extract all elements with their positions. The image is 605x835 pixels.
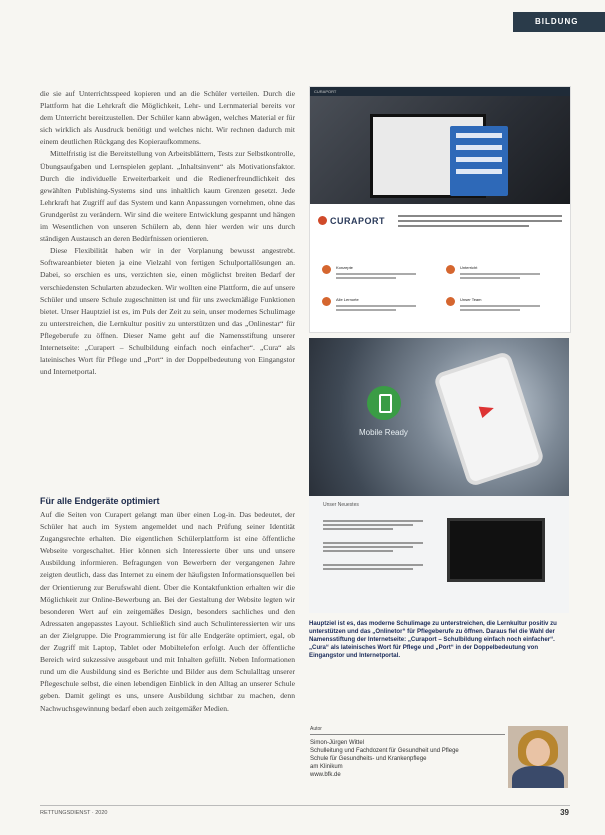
feature-item <box>322 265 432 293</box>
feature-label: Unterricht <box>460 265 478 270</box>
feature-icon <box>446 297 455 306</box>
tablet-image <box>447 518 545 582</box>
author-line: am Klinikum <box>310 764 343 770</box>
news-section <box>309 496 569 613</box>
login-panel <box>450 126 508 196</box>
mobile-ready-label: Mobile Ready <box>359 428 408 437</box>
paragraph: Mittelfristig ist die Bereitstellung von Arbeitsblättern, Tests zur Selbstkontrolle, Übungsaufgaben und Lernspielen geplant. „Inhaltsinvent“ als Motivationsfaktor. Durch die individuelle Erweiterbarkeit und die Redienerfreundlichkeit des gewählten Publishing-Systems sind uns inhaltlich kaum Grenzen gesetzt. Jede Lehrkraft hat Zugriff auf das System und kann Anpassungen vornehmen, ohne das Grundgerüst zu verändern. Wir sind die weitere Entwicklung gespannt und hängen im Wesentlichen von unseren Schülern ab, denn hier werden wir uns durch ständigen Austausch an deren Bedürfnissen orientieren. <box>40 149 295 244</box>
article-column-bottom <box>40 509 295 715</box>
feature-label: Unser Team <box>460 297 482 302</box>
author-line: Schule für Gesundheits- und Krankenpflege <box>310 756 427 762</box>
news-title: Unser Neuestes <box>323 502 359 508</box>
author-line: Schulleitung und Fachdozent für Gesundheit und Pflege <box>310 748 459 754</box>
author-divider <box>310 734 505 735</box>
section-heading: Für alle Endgeräte optimiert <box>40 496 160 506</box>
smartphone <box>433 351 546 488</box>
feature-label: Konzepte <box>336 265 353 270</box>
figure-caption: Hauptziel ist es, das moderne Schulimage zu unterstreichen, die Lernkultur positiv zu unterstützen und das „Onlinetor“ für Pflegeberufe zu öffnen. Daraus fiel die Wahl der Namensstiftung der Internetseite: „Curaport – Schulbildung einfach noch einfacher“. „Cura“ als lateinisches Wort für Pflege und „Port“ in der Doppelbedeutung von Eingangstor und Internetportal. <box>309 620 557 659</box>
feature-item <box>322 297 432 325</box>
article-column-top <box>40 88 295 378</box>
footer-publication: RETTUNGSDIENST · 2020 <box>40 810 108 816</box>
laptop-photo <box>310 96 570 204</box>
paragraph: Auf die Seiten von Curapert gelangt man über einen Log-in. Das bedeutet, der Schüler hat auch im System angemeldet und nach Prüfung seiner Identität Zugangsrechte erhalten. Die eigentlichen Schülerplattform ist eine öffentliche Webseite vorgeschaltet. Hier können sich Interessierte über uns und unsere Ausbildung informieren. Befragungen von Bewerbern der vergangenen Jahre zeigten deutlich, dass das Internet zu einem der häufigsten Informationsquellen bei der Orientierung zur Berufswahl dient. Über die Kontaktfunktion erhalten wir die Möglichkeit zur Online-Bewerbung an. Bei der Gestaltung der Website legten wir besonderen Wert auf ein zeitgemäßes Design, besonders sachliches und den Adressaten angepasstes Layout. Schließlich sind auch Schulinteressierten wir uns an der Zielgruppe. Die Programmierung ist für alle Endgeräte optimiert, egal, ob der Zugriff mit Laptop, Tablet oder Mobiltelefon erfolgt. Auch der öffentliche Bereich wird sukzessive ausgebaut und mit Inhalten gefüllt. Neben Informationen rund um die Ausbildung sind es Berichte und Bilder aus dem Schulalltag unserer Pflegeschule selbst, die einen lebendigen Einblick in den Alltag an unserer Schule geben. Damit gelingt es uns, unsere Ausbildung sichtbar zu machen, denn Nachwuchsgewinnung bedarf eben auch zeitgemäßer Medien. <box>40 510 295 713</box>
feature-icon <box>322 297 331 306</box>
paragraph: die sie auf Unterrichtsspeed kopieren und an die Schüler verteilen. Durch die Plattform hat die Lehrkraft die Möglichkeit, Lehr- und Lernmaterial bereits vor dem Unterricht bereitzustellen. Der Schüler kann abwägen, welches Material er für sich wirklich als Ausdruck benötigt und welches nicht. Wir rechnen dadurch mit einem deutlichen Rückgang des Kopieraufkommens. <box>40 89 295 147</box>
website-screenshot <box>309 86 571 333</box>
phone-photo <box>309 338 569 496</box>
feature-icon <box>446 265 455 274</box>
feature-icon <box>322 265 331 274</box>
mobile-screenshot <box>309 338 569 613</box>
author-name: Simon-Jürgen Wittel <box>310 740 365 746</box>
section-tag: BILDUNG <box>513 12 605 32</box>
feature-item <box>446 265 556 293</box>
footer-divider <box>40 805 570 806</box>
feature-label: Alle Lernorte <box>336 297 359 302</box>
mobile-icon <box>367 386 401 420</box>
page-number: 39 <box>560 808 569 817</box>
logo-row <box>318 210 562 250</box>
feature-item <box>446 297 556 325</box>
author-website: www.bfk.de <box>310 772 341 778</box>
curaport-logo: CURAPORT <box>318 216 385 226</box>
author-portrait <box>508 726 568 788</box>
author-block <box>310 739 500 779</box>
intro-text <box>398 212 562 230</box>
paragraph: Diese Flexibilität haben wir in der Vorplanung bewusst angestrebt. Softwareanbieter bieten ja eine Vielzahl von fertigen Schulportallösungen an. Dabei, so erschien es uns, verzichten sie, einen möglichst breiten Bedarf der verschiedensten Schularten abzudecken. Wir wollten eine Plattform, die auf unsere Schüler und unsere Schule zugeschnitten ist und für uns zweckmäßige Funktionen bietet. Unser Hauptziel ist es, im Puls der Zeit zu sein, unser modernes Schulimage zu unterstreichen, die Lernkultur positiv zu unterstützen und das „Onlinestar“ für Pflegeberufe zu öffnen. Dieser Name geht auf die Namensstiftung unserer Internetseite: „Curapert – Schulbildung einfach noch einfacher“. „Cura“ als lateinisches Wort für Pflege und „Port“ in der Doppelbedeutung von Eingangstor und Internetportal. <box>40 246 295 377</box>
screenshot-topbar: CURAPORT <box>310 87 570 96</box>
author-label: Autor <box>310 726 322 732</box>
